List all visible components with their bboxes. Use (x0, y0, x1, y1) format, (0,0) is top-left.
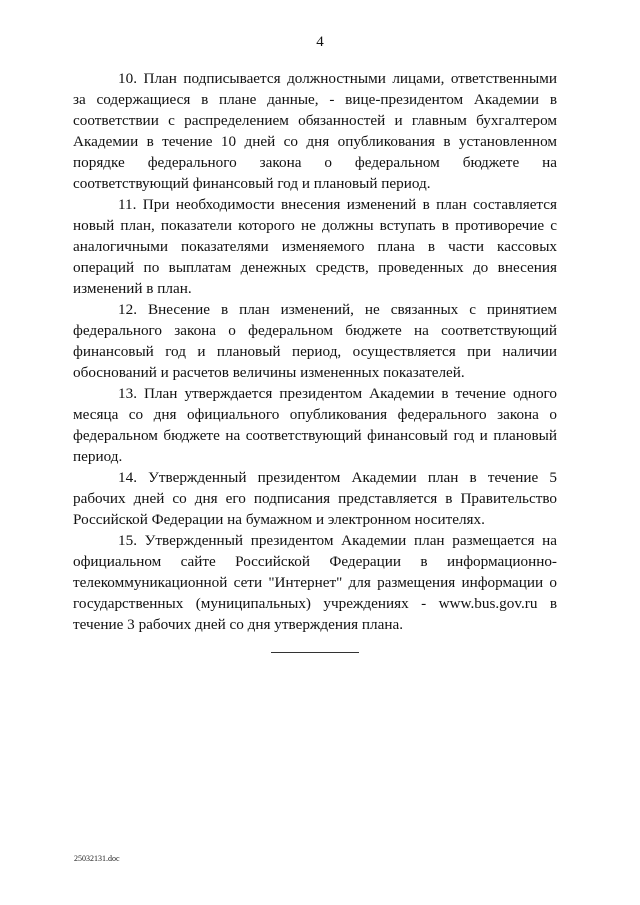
paragraph-10: 10. План подписывается должностными лицами, ответственными за содержащиеся в плане данные, - вице-президентом Академии в соответствии с распределением обязанностей и главным бухгалтером Академии в течение 10 дней со дня опубликования в установленном порядке федерального закона о федеральном бюджете на соответствующий финансовый год и плановый период. (73, 70, 557, 192)
document-body (73, 68, 557, 635)
paragraph-12: 12. Внесение в план изменений, не связанных с принятием федерального закона о федеральном бюджете на соответствующий финансовый год и плановый период, осуществляется при наличии обоснований и расчетов величины измененных показателей. (73, 301, 557, 381)
page-number: 4 (316, 34, 324, 50)
paragraph-11: 11. При необходимости внесения изменений в план составляется новый план, показатели которого не должны вступать в противоречие с аналогичными показателями изменяемого плана в части кассовых операций по выплатам денежных средств, проведенных до внесения изменений в план. (73, 196, 557, 297)
paragraph-14: 14. Утвержденный президентом Академии план в течение 5 рабочих дней со дня его подписания представляется в Правительство Российской Федерации на бумажном и электронном носителях. (73, 469, 557, 528)
paragraph-13: 13. План утверждается президентом Академии в течение одного месяца со дня официального опубликования федерального закона о федеральном бюджете на соответствующий финансовый год и плановый период. (73, 385, 557, 465)
file-reference: 25032131.doc (74, 854, 120, 863)
end-divider-line (271, 652, 359, 653)
paragraph-15: 15. Утвержденный президентом Академии план размещается на официальном сайте Российской Федерации в информационно-телекоммуникационной сети "Интернет" для размещения информации о государственных (муниципальных) учреждениях - www.bus.gov.ru в течение 3 рабочих дней со дня утверждения плана. (73, 532, 557, 633)
